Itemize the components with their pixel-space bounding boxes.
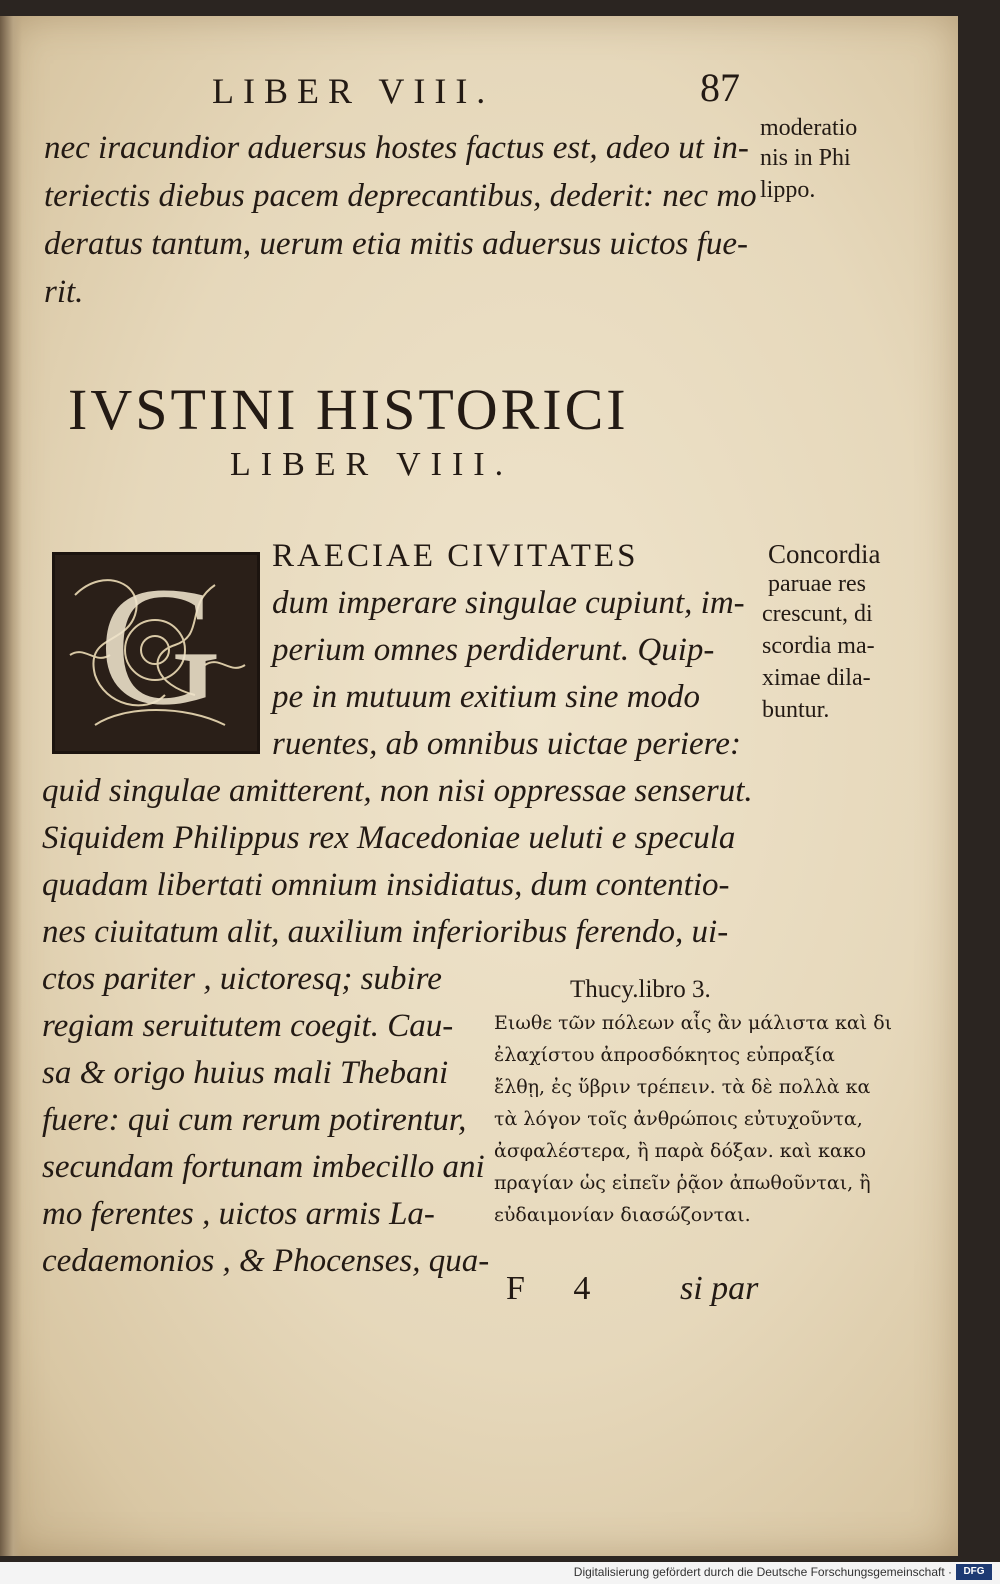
text-line: teriectis diebus pacem deprecantibus, dederit: nec mo bbox=[44, 178, 757, 214]
text-line: deratus tantum, uerum etia mitis aduersus uictos fue- bbox=[44, 226, 748, 262]
text-line: dum imperare singulae cupiunt, im- bbox=[272, 585, 745, 621]
footer-credit: Digitalisierung gefördert durch die Deutsche Forschungsgemeinschaft · bbox=[573, 1565, 952, 1579]
margin-note-line: buntur. bbox=[762, 697, 830, 723]
decorated-initial bbox=[52, 552, 260, 754]
text-line: fuere: qui cum rerum potirentur, bbox=[42, 1102, 467, 1138]
greek-note-heading: Thucy.libro 3. bbox=[570, 976, 711, 1003]
text-line: quid singulae amitterent, non nisi oppressae senserut. bbox=[42, 773, 753, 809]
text-line: ruentes, ab omnibus uictae periere: bbox=[272, 726, 741, 762]
chapter-subtitle: LIBER VIII. bbox=[230, 446, 514, 483]
catchword: si par bbox=[680, 1270, 759, 1307]
greek-line: πραγίαν ὡς εἰπεῖν ῥᾷον ἀπωθοῦνται, ἢ bbox=[494, 1172, 871, 1194]
margin-note-line: crescunt, di bbox=[762, 601, 873, 627]
text-line: nec iracundior aduersus hostes factus est, adeo ut in- bbox=[44, 130, 749, 166]
text-line: RAECIAE CIVITATES bbox=[272, 538, 639, 574]
margin-note-line: scordia ma- bbox=[762, 633, 875, 659]
greek-line: τὰ λόγον τοῖς ἀνθρώποις εὐτυχοῦντα, bbox=[494, 1108, 863, 1130]
text-line: sa & origo huius mali Thebani bbox=[42, 1055, 449, 1091]
margin-note-line: nis in Phi bbox=[760, 145, 851, 171]
text-line: Siquidem Philippus rex Macedoniae ueluti e specula bbox=[42, 820, 736, 856]
text-line: nes ciuitatum alit, auxilium inferioribus ferendo, ui- bbox=[42, 914, 729, 950]
signature-mark: F 4 bbox=[506, 1270, 591, 1307]
margin-note-line: Concordia bbox=[768, 539, 881, 569]
page-number: 87 bbox=[700, 65, 740, 110]
greek-line: ἀσφαλέστερα, ἢ παρὰ δόξαν. καὶ κακο bbox=[494, 1140, 867, 1162]
text-line: pe in mutuum exitium sine modo bbox=[272, 679, 701, 715]
text-line: quadam libertati omnium insidiatus, dum contentio- bbox=[42, 867, 730, 903]
book-gutter bbox=[0, 16, 22, 1556]
text-line: mo ferentes , uictos armis La- bbox=[42, 1196, 435, 1232]
dfg-logo: DFG bbox=[956, 1564, 992, 1580]
text-line: perium omnes perdiderunt. Quip- bbox=[272, 632, 715, 668]
text-line: rit. bbox=[44, 274, 84, 310]
greek-line: ἔλθῃ, ἐς ὕβριν τρέπειν. τὰ δὲ πολλὰ κα bbox=[494, 1076, 871, 1098]
text-line: ctos pariter , uictoresq; subire bbox=[42, 961, 442, 997]
initial-letter: G bbox=[99, 552, 222, 740]
greek-line: εὐδαιμονίαν διασώζονται. bbox=[494, 1204, 751, 1226]
greek-line: Ειωθε τῶν πόλεων αἷς ἂν μάλιστα καὶ δι bbox=[494, 1012, 893, 1034]
text-line: regiam seruitutem coegit. Cau- bbox=[42, 1008, 454, 1044]
text-line: cedaemonios , & Phocenses, qua- bbox=[42, 1243, 490, 1279]
margin-note-line: moderatio bbox=[760, 115, 858, 141]
running-head: LIBER VIII. bbox=[212, 71, 495, 111]
greek-line: ἐλαχίστου ἀπροσδόκητος εὐπραξία bbox=[494, 1044, 835, 1066]
text-line: secundam fortunam imbecillo ani bbox=[42, 1149, 485, 1185]
margin-note-line: ximae dila- bbox=[762, 665, 871, 691]
margin-note-line: lippo. bbox=[760, 177, 816, 203]
margin-note-line: paruae res bbox=[768, 571, 866, 597]
chapter-title: IVSTINI HISTORICI bbox=[68, 377, 629, 442]
